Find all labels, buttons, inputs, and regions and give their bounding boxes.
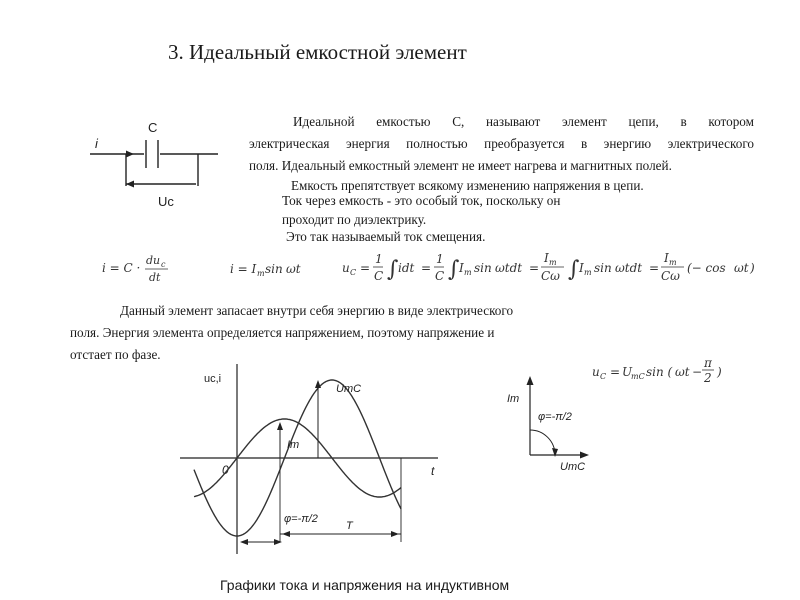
- svg-text:C: C: [374, 269, 384, 283]
- waveform-origin-label: 0: [222, 463, 229, 477]
- svg-text:∫: ∫: [448, 257, 460, 282]
- period-arrow-right-icon: [391, 531, 399, 537]
- waveform-x-label: t: [431, 464, 435, 478]
- svg-text:2: 2: [704, 371, 712, 385]
- circuit-capacitor-label: C: [148, 120, 158, 135]
- current-amplitude-arrow-icon: [277, 422, 283, 430]
- svg-text:dt: dt: [149, 271, 161, 284]
- svg-text:=: =: [421, 261, 432, 275]
- phase-label: φ=-π/2: [284, 513, 318, 525]
- svg-text:): ): [717, 365, 722, 379]
- svg-text:sin: sin: [594, 261, 612, 275]
- svg-text:(− cos: (− cos: [687, 261, 726, 275]
- displacement-current-text: [282, 191, 560, 229]
- svg-text:idt: idt: [398, 261, 415, 275]
- definition-line-3: поля. Идеальный емкостный элемент не имеет нагрева и магнитных полей.: [249, 158, 672, 173]
- formula-current-derivative: [100, 250, 180, 284]
- svg-text:c: c: [161, 260, 166, 269]
- circuit-current-label: i: [95, 136, 98, 151]
- phase-arrow-left-icon: [240, 539, 248, 545]
- svg-text:sin (: sin (: [646, 365, 673, 379]
- svg-text:U: U: [622, 365, 633, 379]
- svg-text:): ): [750, 261, 755, 275]
- energy-line-3: отстает по фазе.: [70, 347, 161, 362]
- voltage-arrow-icon: [126, 181, 134, 188]
- energy-line-2: поля. Энергия элемента определяется напряжением, поэтому напряжение и: [70, 325, 495, 340]
- phasor-current-label: Im: [507, 393, 520, 405]
- energy-line-1: Данный элемент запасает внутри себя энергию в виде электрического: [120, 303, 514, 318]
- energy-paragraph: [70, 300, 580, 366]
- phase-arrow-right-icon: [274, 539, 282, 545]
- svg-text:∫: ∫: [568, 257, 580, 282]
- svg-text:I: I: [544, 251, 549, 265]
- voltage-phasor-arrow-icon: [580, 452, 589, 459]
- displacement-current-note: Это так называемый ток смещения.: [286, 229, 486, 244]
- figure-caption: Графики тока и напряжения на индуктивном: [220, 577, 510, 593]
- formula-voltage-integral: [342, 248, 787, 286]
- svg-text:ωt: ωt: [675, 365, 690, 379]
- svg-text:=: =: [529, 261, 540, 275]
- svg-text:m: m: [257, 269, 265, 278]
- svg-text:π: π: [704, 356, 712, 370]
- svg-text:Cω: Cω: [661, 269, 680, 283]
- capacitor-circuit-diagram: [88, 116, 228, 216]
- svg-text:I: I: [459, 261, 464, 275]
- definition-paragraph: [249, 111, 754, 177]
- svg-text:sin: sin: [265, 262, 283, 276]
- current-arrow-icon: [126, 151, 134, 158]
- voltage-amplitude-arrow-icon: [315, 380, 321, 388]
- period-label: T: [346, 520, 353, 532]
- period-arrow-left-icon: [282, 531, 290, 537]
- svg-text:i = C ·: i = C ·: [102, 261, 141, 275]
- svg-text:−: −: [692, 365, 703, 379]
- svg-text:ωtdt: ωtdt: [615, 261, 643, 275]
- svg-text:I: I: [664, 251, 669, 265]
- definition-line-1: Идеальной емкостью С, называют элемент цепи, в котором: [293, 114, 754, 129]
- displacement-line-1: Ток через емкость - это особый ток, поскольку он: [282, 193, 561, 208]
- svg-text:u: u: [592, 365, 600, 379]
- svg-text:=: =: [360, 261, 371, 275]
- phasor-voltage-label: UmC: [560, 461, 586, 473]
- svg-text:m: m: [464, 268, 472, 277]
- phase-arc: [530, 430, 555, 455]
- svg-text:u: u: [342, 261, 350, 275]
- svg-text:ωt: ωt: [286, 262, 301, 276]
- waveform-plot: [176, 362, 466, 562]
- svg-text:=: =: [610, 365, 621, 379]
- formula-current-sine: [228, 258, 318, 280]
- svg-text:=: =: [649, 261, 660, 275]
- svg-text:ωtdt: ωtdt: [495, 261, 523, 275]
- circuit-voltage-label: Uc: [158, 194, 174, 209]
- definition-line-2: электрическая энергия полностью преобразуется в энергию электрического: [249, 136, 754, 151]
- displacement-line-2: проходит по диэлектрику.: [282, 212, 427, 227]
- current-amplitude-label: Im: [287, 439, 300, 451]
- svg-text:I: I: [579, 261, 584, 275]
- svg-text:mC: mC: [631, 372, 645, 381]
- capacity-statement: Емкость препятствует всякому изменению напряжения в цепи.: [291, 178, 644, 193]
- voltage-amplitude-label: UmC: [336, 383, 362, 395]
- phasor-diagram: [500, 370, 610, 480]
- page-title: 3. Идеальный емкостной элемент: [168, 40, 467, 64]
- svg-text:C: C: [435, 269, 445, 283]
- svg-text:C: C: [600, 372, 607, 381]
- svg-text:Cω: Cω: [541, 269, 560, 283]
- svg-text:ωt: ωt: [734, 261, 749, 275]
- svg-text:m: m: [584, 268, 592, 277]
- current-phasor-arrow-icon: [527, 376, 534, 385]
- waveform-y-label: uc,i: [204, 373, 222, 385]
- svg-text:1: 1: [436, 252, 444, 266]
- svg-text:sin: sin: [474, 261, 492, 275]
- svg-text:∫: ∫: [387, 257, 399, 282]
- svg-text:i = I: i = I: [230, 262, 257, 276]
- svg-text:1: 1: [375, 252, 383, 266]
- svg-text:m: m: [549, 258, 557, 267]
- svg-text:m: m: [669, 258, 677, 267]
- svg-text:C: C: [350, 268, 357, 277]
- phasor-angle-label: φ=-π/2: [538, 411, 572, 423]
- phase-arc-arrow-icon: [552, 448, 558, 457]
- svg-text:du: du: [146, 254, 161, 267]
- formula-voltage-result: [590, 355, 740, 389]
